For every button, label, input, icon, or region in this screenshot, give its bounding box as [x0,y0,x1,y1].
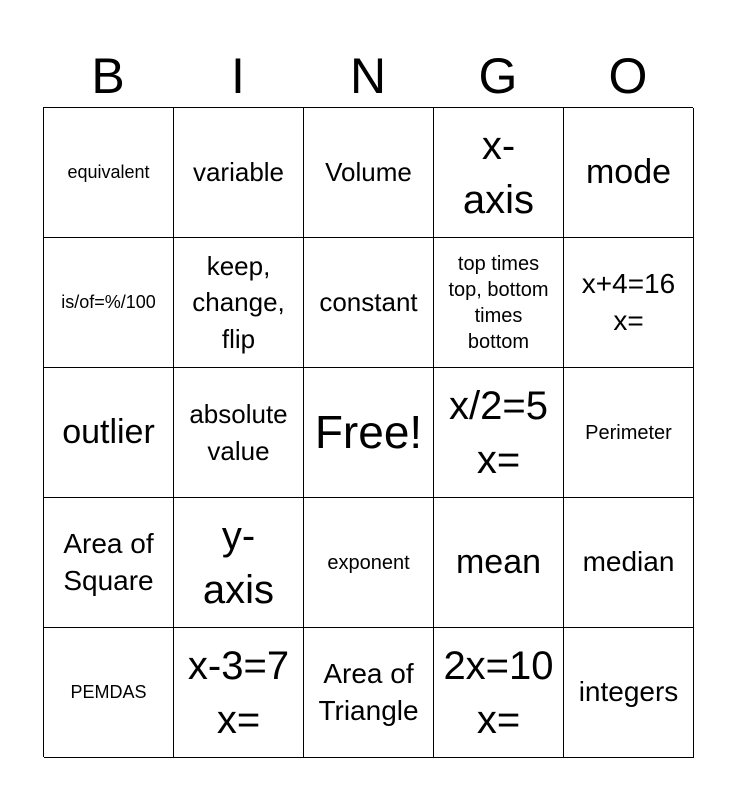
cell-text: Area of Triangle [318,658,419,726]
cell-text: median [582,546,675,578]
cell-text: Volume [325,157,412,188]
header-letter-o: O [608,48,648,104]
cell-text: top times top, bottom times bottom [448,252,549,353]
header-letter-b: B [91,48,125,104]
cell-text: x+4=16 x= [581,268,676,336]
free-space-text: Free! [314,405,423,458]
bingo-cell[interactable] [304,498,434,628]
header-letter-g: G [478,48,518,104]
bingo-cell[interactable] [174,238,304,368]
bingo-cell[interactable] [174,498,304,628]
cell-text: exponent [327,551,410,574]
bingo-cell[interactable] [174,628,304,758]
cell-text: Area of Square [63,528,154,596]
bingo-cell[interactable] [434,368,564,498]
header-letter-n: N [349,48,387,104]
cell-text: Perimeter [585,421,672,444]
bingo-cell[interactable] [44,238,174,368]
bingo-cell[interactable] [564,628,694,758]
cell-text: 2x=10 x= [443,643,554,742]
bingo-header [43,46,693,106]
free-space-cell[interactable] [304,368,434,498]
bingo-card-grid [43,107,693,757]
cell-text: y- axis [202,513,275,612]
cell-text: x-3=7 x= [187,643,290,742]
bingo-cell[interactable] [304,238,434,368]
cell-text: variable [192,157,285,188]
bingo-cell[interactable] [304,628,434,758]
bingo-cell[interactable] [434,238,564,368]
bingo-cell[interactable] [44,108,174,238]
bingo-cell[interactable] [434,628,564,758]
bingo-cell[interactable] [434,108,564,238]
cell-text: x/2=5 x= [449,383,548,482]
cell-text: integers [578,676,679,708]
cell-text: is/of=%/100 [61,292,156,313]
cell-text: absolute value [189,399,288,466]
cell-text: x- axis [462,123,535,222]
bingo-cell[interactable] [434,498,564,628]
bingo-cell[interactable] [564,238,694,368]
cell-text: constant [319,287,418,318]
cell-text: mean [455,542,542,581]
cell-text: mode [585,152,672,191]
cell-text: PEMDAS [70,682,147,703]
bingo-cell[interactable] [564,498,694,628]
cell-text: keep, change, flip [192,250,285,354]
cell-text: equivalent [67,162,150,183]
bingo-cell[interactable] [304,108,434,238]
header-letter-i: I [231,48,245,104]
bingo-cell[interactable] [44,368,174,498]
bingo-cell[interactable] [174,108,304,238]
bingo-cell[interactable] [44,498,174,628]
bingo-cell[interactable] [44,628,174,758]
bingo-cell[interactable] [564,108,694,238]
bingo-cell[interactable] [564,368,694,498]
bingo-cell[interactable] [174,368,304,498]
cell-text: outlier [62,412,155,451]
